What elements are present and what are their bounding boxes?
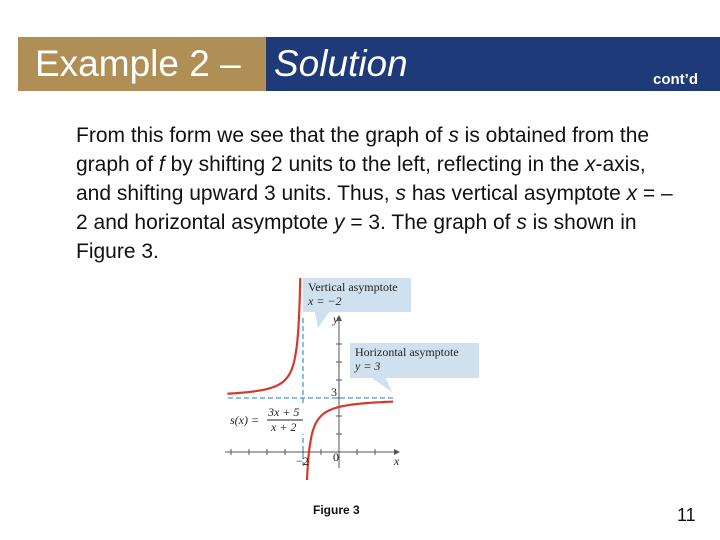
text-run: has vertical asymptote bbox=[405, 182, 627, 205]
formula-numerator: 3x + 5 bbox=[268, 405, 300, 419]
callout-horizontal-equation: y = 3 bbox=[355, 359, 381, 373]
text-run: = –2 and horizontal asymptote bbox=[76, 182, 673, 234]
text-run: by shifting 2 units to the left, reflecting in the bbox=[164, 153, 585, 176]
body-paragraph bbox=[76, 121, 676, 266]
slide-title-italic: Solution bbox=[274, 43, 408, 84]
italic-variable: s bbox=[395, 182, 406, 205]
italic-variable: f bbox=[158, 153, 165, 176]
function-formula bbox=[228, 404, 304, 434]
text-run: = 3. The graph of bbox=[344, 211, 517, 234]
text-run: From this form we see that the graph of bbox=[76, 124, 449, 147]
vertical-callout-pointer bbox=[314, 308, 332, 328]
text-run: -axis, and shifting upward 3 units. Thus, bbox=[76, 153, 646, 205]
slide-title: Example 2 – bbox=[35, 43, 241, 84]
italic-variable: x bbox=[585, 153, 596, 176]
tick-label-neg2: −2 bbox=[296, 454, 309, 468]
formula-lhs: s(x) = bbox=[230, 413, 260, 427]
tick-label-0: 0 bbox=[333, 450, 339, 464]
italic-variable: x bbox=[626, 182, 638, 205]
italic-variable: s bbox=[516, 211, 527, 234]
figure-caption: Figure 3 bbox=[313, 503, 360, 517]
italic-variable: s bbox=[448, 124, 459, 147]
continued-label: cont’d bbox=[653, 71, 698, 88]
text-run: is obtained from the graph of bbox=[76, 124, 650, 176]
solution-text bbox=[76, 121, 676, 266]
callout-vertical-title: Vertical asymptote bbox=[308, 280, 398, 294]
callout-horizontal-title: Horizontal asymptote bbox=[355, 345, 459, 359]
page-number: 11 bbox=[677, 505, 696, 525]
curve-right-branch bbox=[306, 402, 393, 480]
italic-variable: y bbox=[334, 211, 345, 234]
formula-denominator: x + 2 bbox=[271, 420, 297, 434]
y-axis-label: y bbox=[333, 312, 339, 326]
graph-figure bbox=[225, 270, 475, 480]
callout-vertical-equation: x = −2 bbox=[308, 294, 342, 308]
title-bar bbox=[18, 37, 720, 91]
x-axis-label: x bbox=[394, 454, 400, 468]
horizontal-callout-pointer bbox=[366, 374, 392, 392]
curve-left-branch bbox=[227, 278, 300, 394]
text-run: is shown in Figure 3. bbox=[76, 211, 637, 263]
tick-label-3: 3 bbox=[331, 385, 337, 399]
